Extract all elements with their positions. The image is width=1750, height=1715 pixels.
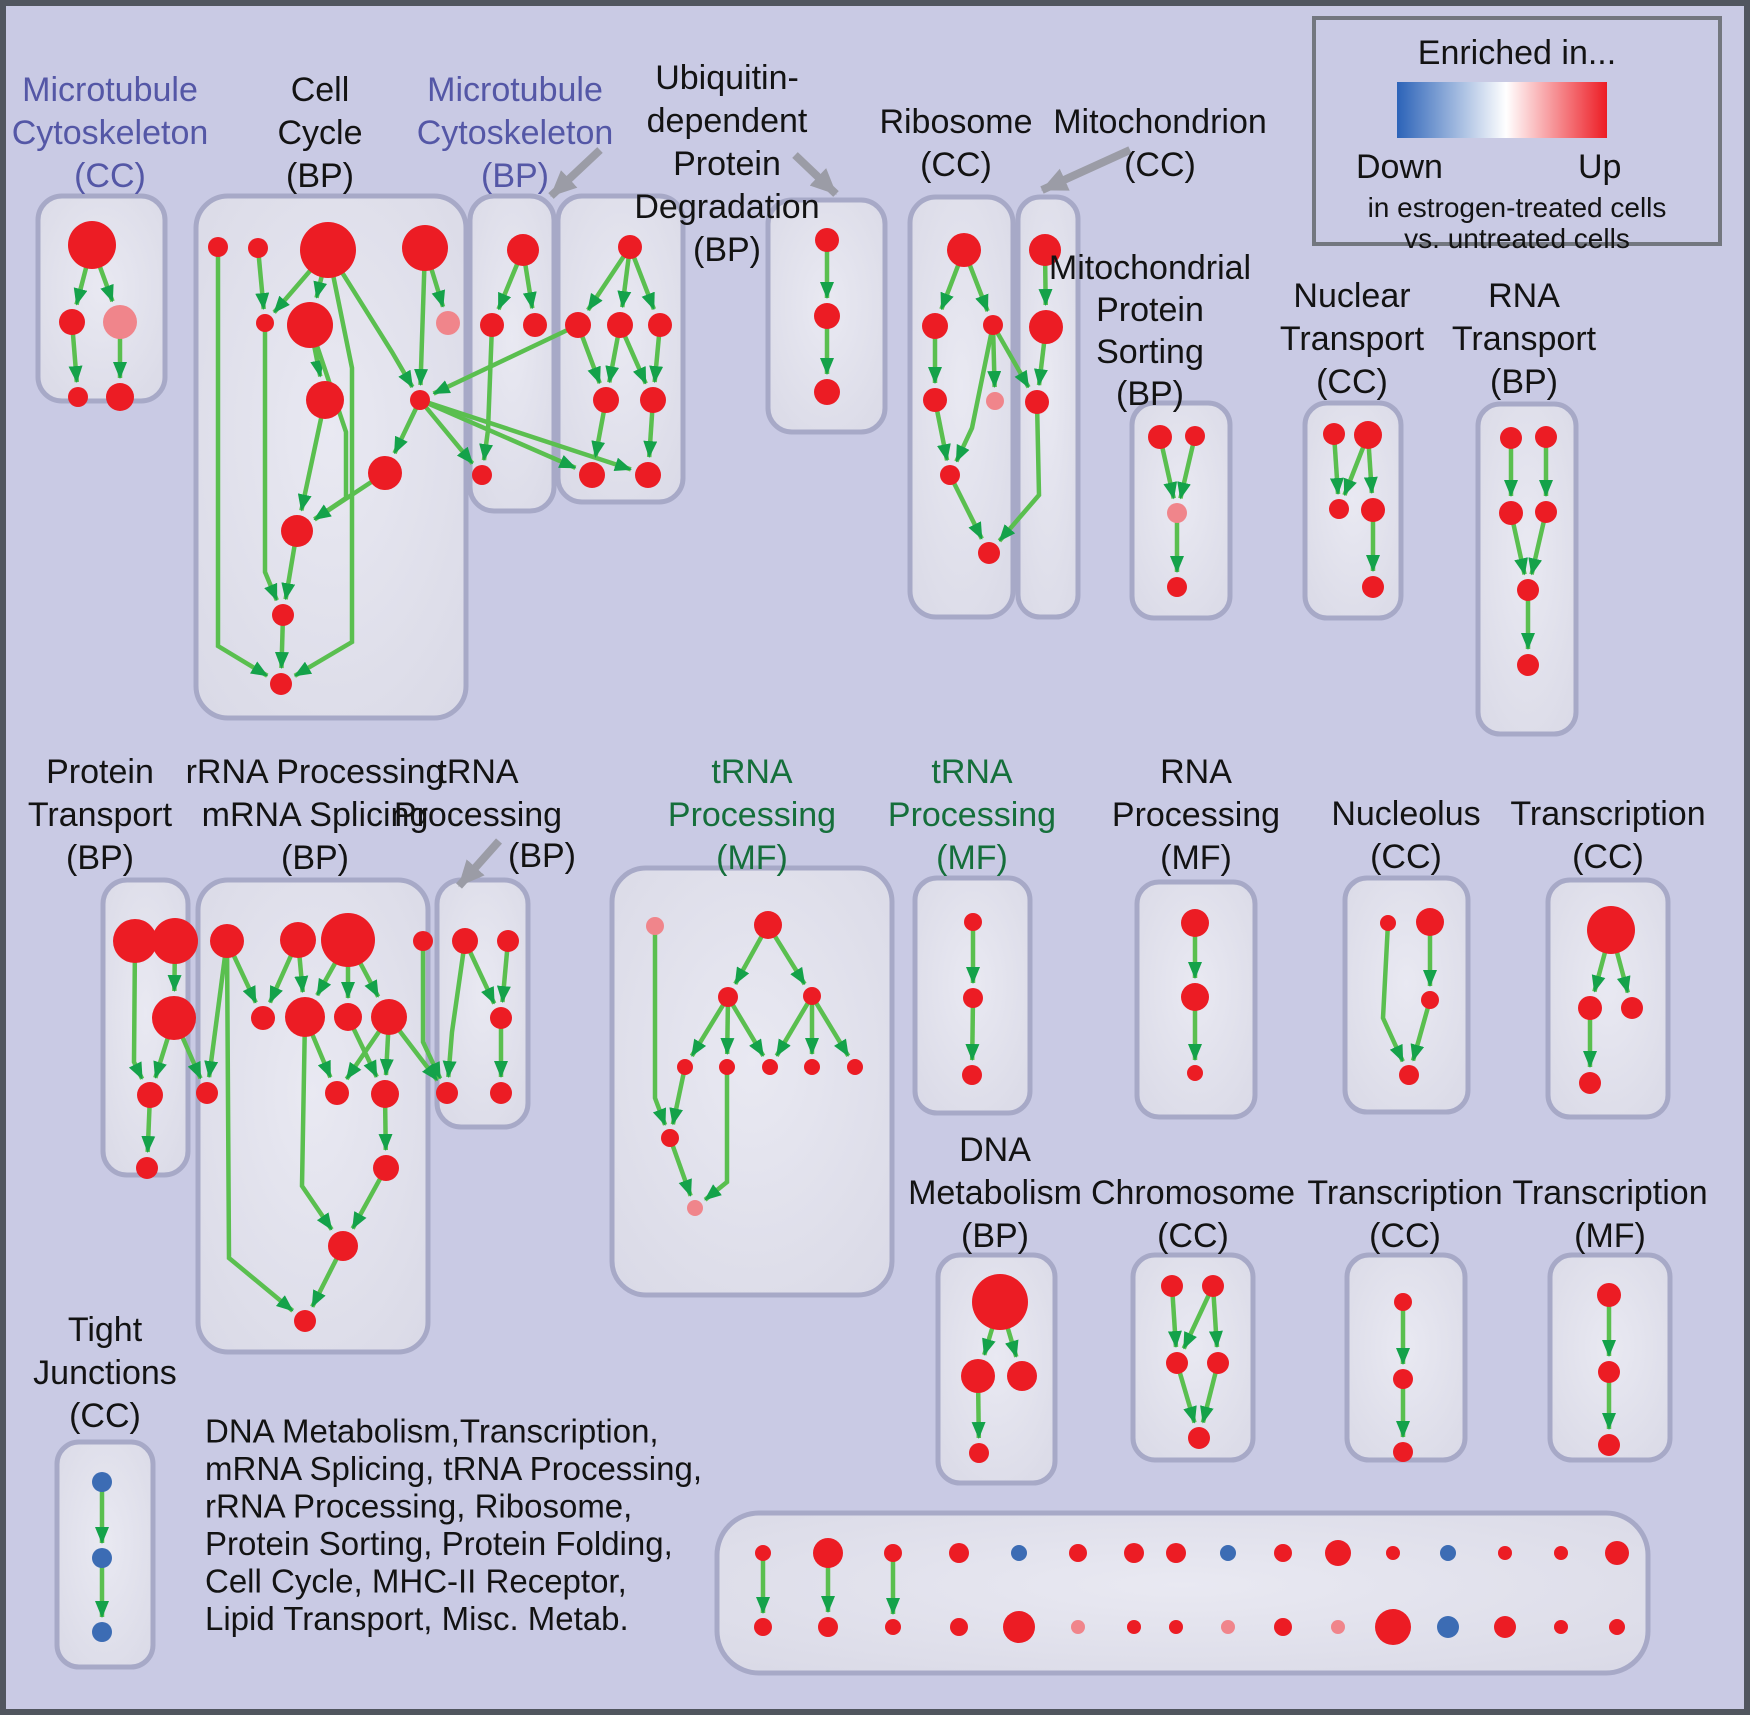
go-term-node-p4 bbox=[1167, 577, 1187, 597]
go-term-node-d4 bbox=[969, 1443, 989, 1463]
go-term-node-c7 bbox=[436, 311, 460, 335]
cluster-label-line: dependent bbox=[646, 102, 808, 140]
go-term-node-s15b bbox=[1554, 1620, 1568, 1634]
go-term-node-a4 bbox=[1579, 1072, 1601, 1094]
go-term-node-s5t bbox=[1011, 1545, 1027, 1561]
go-term-node-s8b bbox=[1169, 1620, 1183, 1634]
go-term-node-pt2 bbox=[152, 918, 198, 964]
go-term-node-pt3 bbox=[152, 996, 196, 1040]
go-term-node-w5 bbox=[677, 1059, 693, 1075]
cluster-label-line: Protein bbox=[1096, 291, 1204, 329]
go-term-node-w8 bbox=[804, 1059, 820, 1075]
go-term-node-c2 bbox=[248, 238, 268, 258]
go-term-node-t5 bbox=[1517, 579, 1539, 601]
cluster-label-line: Degradation bbox=[634, 188, 820, 226]
go-term-node-qe bbox=[196, 1082, 218, 1104]
go-term-node-b1 bbox=[452, 928, 478, 954]
cluster-label-line: Protein bbox=[46, 753, 154, 791]
go-term-node-r1 bbox=[947, 233, 981, 267]
cluster-label-line: (BP) bbox=[281, 839, 349, 877]
cluster-label-line: (BP) bbox=[1490, 363, 1558, 401]
go-term-node-p3 bbox=[1167, 503, 1187, 523]
go-term-node-g2 bbox=[1598, 1361, 1620, 1383]
go-term-node-e3 bbox=[1166, 1352, 1188, 1374]
legend-title: Enriched in... bbox=[1417, 34, 1617, 72]
cluster-label-line: rRNA Processing bbox=[185, 753, 445, 791]
cluster-label-line: Tight bbox=[67, 1311, 143, 1349]
go-term-node-j1 bbox=[92, 1472, 112, 1492]
go-term-node-t1 bbox=[1500, 427, 1522, 449]
go-term-node-c6 bbox=[287, 302, 333, 348]
go-term-node-s5b bbox=[1003, 1611, 1035, 1643]
go-term-node-q5 bbox=[251, 1006, 275, 1030]
go-term-node-f2 bbox=[1393, 1369, 1413, 1389]
cluster-box-rna-transport bbox=[1478, 404, 1576, 734]
cluster-label-line: Junctions bbox=[33, 1354, 177, 1392]
go-term-node-s7t bbox=[1124, 1543, 1144, 1563]
cluster-label-line: Transcription bbox=[1510, 795, 1706, 833]
go-term-node-s15t bbox=[1554, 1546, 1568, 1560]
cluster-label-line: Transcription bbox=[1512, 1174, 1708, 1212]
cluster-label-line: Microtubule bbox=[22, 71, 198, 109]
legend-caption-line2: vs. untreated cells bbox=[1404, 223, 1630, 254]
cluster-label-line: tRNA bbox=[931, 753, 1013, 791]
go-term-node-w4 bbox=[803, 987, 821, 1005]
go-term-node-pt1 bbox=[113, 919, 157, 963]
go-term-node-p2 bbox=[1185, 426, 1205, 446]
cluster-label-line: (MF) bbox=[1160, 839, 1232, 877]
cluster-label-line: (MF) bbox=[1574, 1217, 1646, 1255]
cluster-label-line: RNA bbox=[1160, 753, 1232, 791]
go-term-node-s6b bbox=[1071, 1620, 1085, 1634]
go-term-node-c4 bbox=[402, 225, 448, 271]
go-term-node-z2 bbox=[1416, 908, 1444, 936]
cluster-label-line: (BP) bbox=[286, 157, 354, 195]
cluster-label-line: (BP) bbox=[481, 157, 549, 195]
go-term-node-mb1 bbox=[507, 234, 539, 266]
go-term-node-w10 bbox=[661, 1129, 679, 1147]
go-term-node-r4 bbox=[923, 388, 947, 412]
go-term-node-e4 bbox=[1207, 1352, 1229, 1374]
legend-gradient-bar bbox=[1397, 82, 1607, 138]
go-term-node-q10 bbox=[371, 1080, 399, 1108]
cluster-label-line: (CC) bbox=[1124, 146, 1196, 184]
go-term-node-s14b bbox=[1494, 1616, 1516, 1638]
cluster-label-line: Ribosome bbox=[879, 103, 1033, 141]
cluster-label-line: Cytoskeleton bbox=[416, 114, 614, 152]
go-term-node-s7b bbox=[1127, 1620, 1141, 1634]
go-term-node-s2b bbox=[818, 1617, 838, 1637]
go-term-node-c5 bbox=[256, 314, 274, 332]
go-term-node-mb2 bbox=[480, 313, 504, 337]
cluster-label-line: (BP) bbox=[1116, 375, 1184, 413]
go-term-node-c12 bbox=[272, 604, 294, 626]
go-term-node-w7 bbox=[762, 1059, 778, 1075]
go-term-node-s3t bbox=[884, 1544, 902, 1562]
cluster-box-misc-cluster bbox=[717, 1513, 1648, 1673]
go-term-node-a2 bbox=[1578, 996, 1602, 1020]
go-term-node-s16t bbox=[1605, 1541, 1629, 1565]
go-term-node-c9 bbox=[410, 390, 430, 410]
go-term-node-s12b bbox=[1375, 1609, 1411, 1645]
go-term-node-y3 bbox=[1187, 1065, 1203, 1081]
go-term-node-r5 bbox=[986, 392, 1004, 410]
go-term-node-w3 bbox=[718, 987, 738, 1007]
go-term-node-q1 bbox=[210, 924, 244, 958]
go-term-node-a3 bbox=[1621, 997, 1643, 1019]
cluster-label-line: Cycle bbox=[277, 114, 363, 152]
cluster-label-line: Mitochondrion bbox=[1053, 103, 1267, 141]
cluster-label-line: Microtubule bbox=[427, 71, 603, 109]
go-term-node-q8 bbox=[371, 999, 407, 1035]
go-term-node-u5 bbox=[593, 387, 619, 413]
go-term-node-v1 bbox=[815, 228, 839, 252]
go-term-node-m5 bbox=[106, 383, 134, 411]
go-term-node-pt4 bbox=[137, 1082, 163, 1108]
go-term-node-s13b bbox=[1437, 1616, 1459, 1638]
go-term-node-y2 bbox=[1181, 983, 1209, 1011]
cluster-label-line: Transcription bbox=[1307, 1174, 1503, 1212]
go-term-node-q6 bbox=[285, 997, 325, 1037]
go-term-node-w1 bbox=[646, 917, 664, 935]
annotation-text-line: DNA Metabolism,Transcription, bbox=[205, 1412, 659, 1450]
cluster-box-transcription-cc-2 bbox=[1347, 1255, 1465, 1460]
go-term-node-g1 bbox=[1597, 1283, 1621, 1307]
go-term-node-s12t bbox=[1386, 1546, 1400, 1560]
go-term-node-u4 bbox=[648, 313, 672, 337]
go-term-node-j2 bbox=[92, 1548, 112, 1568]
annotation-text-block bbox=[205, 1413, 702, 1638]
go-term-node-q9 bbox=[325, 1081, 349, 1105]
go-term-node-t6 bbox=[1517, 654, 1539, 676]
go-term-node-b3 bbox=[490, 1007, 512, 1029]
go-term-node-mo2 bbox=[1029, 310, 1063, 344]
cluster-label-line: Processing bbox=[1111, 796, 1281, 834]
go-term-node-n2 bbox=[1354, 421, 1382, 449]
annotation-text-line: rRNA Processing, Ribosome, bbox=[205, 1487, 633, 1525]
cluster-label-line: (MF) bbox=[716, 839, 788, 877]
go-term-node-w11 bbox=[687, 1200, 703, 1216]
legend bbox=[1312, 16, 1722, 254]
cluster-label-line: Processing bbox=[393, 796, 563, 834]
go-term-node-n3 bbox=[1329, 499, 1349, 519]
legend-down-label: Down bbox=[1356, 148, 1443, 186]
cluster-label-line: DNA bbox=[959, 1131, 1031, 1169]
go-term-node-s14t bbox=[1498, 1546, 1512, 1560]
cluster-label-line: Ubiquitin- bbox=[655, 59, 799, 97]
go-term-node-z4 bbox=[1399, 1065, 1419, 1085]
go-term-node-s9b bbox=[1221, 1620, 1235, 1634]
cluster-label-line: tRNA bbox=[711, 753, 793, 791]
cluster-label-line: (CC) bbox=[1369, 1217, 1441, 1255]
go-term-node-v3 bbox=[814, 379, 840, 405]
go-term-node-n4 bbox=[1361, 498, 1385, 522]
go-term-node-q4 bbox=[413, 931, 433, 951]
go-term-node-s11b bbox=[1331, 1620, 1345, 1634]
go-term-node-w6 bbox=[719, 1059, 735, 1075]
go-term-node-r2 bbox=[922, 313, 948, 339]
go-term-node-d1 bbox=[972, 1274, 1028, 1330]
cluster-label-line: Transport bbox=[1451, 320, 1597, 358]
go-term-node-m1 bbox=[68, 221, 116, 269]
cluster-label-line: (CC) bbox=[1157, 1217, 1229, 1255]
go-term-node-s13t bbox=[1440, 1545, 1456, 1561]
cluster-label-line: (CC) bbox=[1316, 363, 1388, 401]
legend-caption-line1: in estrogen-treated cells bbox=[1367, 192, 1667, 223]
cluster-label-line: (CC) bbox=[1370, 838, 1442, 876]
go-term-node-s4b bbox=[950, 1618, 968, 1636]
go-term-node-e2 bbox=[1202, 1275, 1224, 1297]
go-term-node-j3 bbox=[92, 1622, 112, 1642]
go-term-node-f3 bbox=[1393, 1442, 1413, 1462]
go-term-node-g3 bbox=[1598, 1434, 1620, 1456]
annotation-text-line: Protein Sorting, Protein Folding, bbox=[205, 1525, 673, 1562]
go-term-node-s9t bbox=[1220, 1545, 1236, 1561]
cluster-label-line: Mitochondrial bbox=[1048, 249, 1252, 287]
annotation-text-line: Lipid Transport, Misc. Metab. bbox=[205, 1600, 629, 1637]
go-term-node-x2 bbox=[963, 988, 983, 1008]
go-term-node-q13 bbox=[294, 1310, 316, 1332]
go-term-node-c1 bbox=[208, 237, 228, 257]
cluster-box-nuclear-transport bbox=[1305, 403, 1401, 618]
cluster-label-line: RNA bbox=[1488, 277, 1560, 315]
cluster-label-line: Chromosome bbox=[1090, 1174, 1296, 1212]
go-term-node-e1 bbox=[1161, 1275, 1183, 1297]
cluster-label-line: (CC) bbox=[920, 146, 992, 184]
cluster-label-line: tRNA bbox=[437, 753, 519, 791]
go-term-node-r7 bbox=[978, 542, 1000, 564]
go-term-node-w2 bbox=[754, 911, 782, 939]
go-term-node-c3 bbox=[300, 222, 356, 278]
go-term-node-q12 bbox=[328, 1231, 358, 1261]
go-term-node-z3 bbox=[1421, 991, 1439, 1009]
go-term-node-d3 bbox=[1007, 1361, 1037, 1391]
cluster-label-line: Cytoskeleton bbox=[11, 114, 209, 152]
cluster-label-line: Metabolism bbox=[908, 1174, 1082, 1212]
cluster-label-line: Nucleolus bbox=[1331, 795, 1481, 833]
annotation-text-line: Cell Cycle, MHC-II Receptor, bbox=[205, 1562, 627, 1600]
legend-up-label: Up bbox=[1578, 148, 1622, 186]
go-term-node-q3 bbox=[321, 913, 375, 967]
go-term-node-c11 bbox=[281, 515, 313, 547]
go-term-node-s6t bbox=[1069, 1544, 1087, 1562]
go-term-node-u3 bbox=[607, 312, 633, 338]
go-term-node-s1t bbox=[755, 1545, 771, 1561]
go-term-node-b2 bbox=[497, 930, 519, 952]
cluster-label-line: Nuclear bbox=[1293, 277, 1411, 315]
cluster-label-line: (BP) bbox=[961, 1217, 1029, 1255]
go-term-node-p1 bbox=[1148, 425, 1172, 449]
go-term-node-b5 bbox=[490, 1082, 512, 1104]
cluster-label-line: mRNA Splicing bbox=[201, 796, 429, 834]
go-term-node-mb4 bbox=[472, 465, 492, 485]
go-term-node-d2 bbox=[961, 1359, 995, 1393]
cluster-label-line: Processing bbox=[667, 796, 837, 834]
go-term-node-r3 bbox=[983, 315, 1003, 335]
go-term-node-a1 bbox=[1587, 906, 1635, 954]
go-term-node-c10 bbox=[368, 456, 402, 490]
go-term-node-mo3 bbox=[1025, 390, 1049, 414]
go-term-node-q11 bbox=[373, 1155, 399, 1181]
go-term-node-s2t bbox=[813, 1538, 843, 1568]
cluster-label-line: (MF) bbox=[936, 839, 1008, 877]
go-term-node-s1b bbox=[754, 1618, 772, 1636]
cluster-label-line: (CC) bbox=[69, 1397, 141, 1435]
annotation-text-line: mRNA Splicing, tRNA Processing, bbox=[205, 1450, 703, 1487]
go-term-node-mb3 bbox=[523, 313, 547, 337]
cluster-label-line: Sorting bbox=[1096, 333, 1204, 371]
go-term-node-n1 bbox=[1323, 423, 1345, 445]
cluster-label-line: (BP) bbox=[66, 839, 134, 877]
go-term-node-m4 bbox=[68, 387, 88, 407]
go-term-node-w9 bbox=[847, 1059, 863, 1075]
go-term-node-y1 bbox=[1181, 909, 1209, 937]
go-term-node-s4t bbox=[949, 1543, 969, 1563]
cluster-label-line: Transport bbox=[1279, 320, 1425, 358]
go-term-node-q7 bbox=[334, 1003, 362, 1031]
go-term-node-q2 bbox=[280, 922, 316, 958]
go-term-node-t2 bbox=[1535, 426, 1557, 448]
go-term-node-c8 bbox=[306, 381, 344, 419]
go-term-node-z1 bbox=[1380, 915, 1396, 931]
cluster-label-line: (BP) bbox=[693, 231, 761, 269]
cluster-label-trna-processing-bp-suffix bbox=[508, 837, 576, 875]
go-term-node-u7 bbox=[579, 462, 605, 488]
go-term-node-u2 bbox=[565, 312, 591, 338]
go-term-node-s8t bbox=[1166, 1543, 1186, 1563]
go-term-node-n5 bbox=[1362, 576, 1384, 598]
go-term-node-u8 bbox=[635, 462, 661, 488]
go-term-node-s11t bbox=[1325, 1540, 1351, 1566]
go-term-node-s10b bbox=[1274, 1618, 1292, 1636]
cluster-label-line: Processing bbox=[887, 796, 1057, 834]
go-term-node-s16b bbox=[1609, 1619, 1625, 1635]
go-term-node-s10t bbox=[1274, 1544, 1292, 1562]
go-term-node-f1 bbox=[1394, 1293, 1412, 1311]
go-term-node-pt5 bbox=[136, 1157, 158, 1179]
go-term-node-x3 bbox=[962, 1065, 982, 1085]
cluster-label-line: Protein bbox=[673, 145, 781, 183]
cluster-label-line: (CC) bbox=[1572, 838, 1644, 876]
go-term-node-m2 bbox=[59, 309, 85, 335]
go-term-node-x1 bbox=[964, 913, 982, 931]
go-term-node-e5 bbox=[1188, 1427, 1210, 1449]
cluster-label-line: (BP) bbox=[508, 837, 576, 875]
cluster-label-line: Cell bbox=[290, 71, 350, 109]
go-term-node-t3 bbox=[1499, 501, 1523, 525]
go-term-node-b4 bbox=[436, 1082, 458, 1104]
go-term-node-r6 bbox=[940, 465, 960, 485]
cluster-label-line: (CC) bbox=[74, 157, 146, 195]
go-term-node-m3 bbox=[103, 305, 137, 339]
go-term-node-c13 bbox=[270, 673, 292, 695]
go-term-node-s3b bbox=[885, 1619, 901, 1635]
go-term-node-u6 bbox=[640, 387, 666, 413]
cluster-label-line: Transport bbox=[27, 796, 173, 834]
go-term-node-u1 bbox=[618, 235, 642, 259]
go-term-node-v2 bbox=[814, 303, 840, 329]
go-term-node-t4 bbox=[1535, 501, 1557, 523]
